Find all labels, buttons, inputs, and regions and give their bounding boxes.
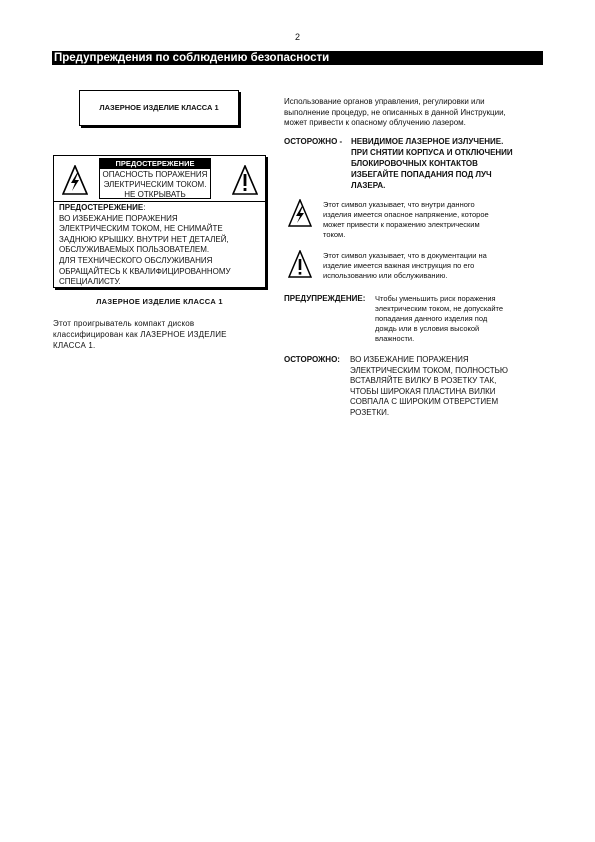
caution-body-line: ДЛЯ ТЕХНИЧЕСКОГО ОБСЛУЖИВАНИЯ — [59, 255, 213, 265]
paragraph-line: Этот символ указывает, что внутри данного — [323, 200, 475, 209]
caution-body-line: ОБРАЩАЙТЕСЬ К КВАЛИФИЦИРОВАННОМУ — [59, 266, 231, 276]
warning-line: НЕВИДИМОЕ ЛАЗЕРНОЕ ИЗЛУЧЕНИЕ. — [351, 137, 504, 146]
page-title: Предупреждения по соблюдению безопасности — [52, 51, 543, 65]
paragraph-line: дождь или в условия высокой — [375, 324, 480, 333]
caution-body-line: ЭЛЕКТРИЧЕСКИМ ТОКОМ, НЕ СНИМАЙТЕ — [59, 224, 223, 234]
warning-line: ИЗБЕГАЙТЕ ПОПАДАНИЯ ПОД ЛУЧ — [351, 170, 492, 179]
instruction-symbol-description — [323, 251, 533, 281]
voltage-symbol-description — [323, 200, 533, 240]
paragraph-line: током. — [323, 230, 346, 239]
exclamation-triangle-icon — [232, 165, 258, 195]
paragraph-line: электрическим током, не допускайте — [375, 304, 504, 313]
caution-body-line: ЗАДНЮЮ КРЫШКУ. ВНУТРИ НЕТ ДЕТАЛЕЙ, — [59, 234, 229, 244]
caution-header-line: ОПАСНОСТЬ ПОРАЖЕНИЯ — [102, 170, 208, 179]
caution-divider — [54, 201, 265, 202]
paragraph-line: РОЗЕТКИ. — [350, 407, 390, 417]
invisible-laser-warning-label: ОСТОРОЖНО - — [284, 137, 343, 146]
paragraph-line: изделия имеется опасное напряжение, которое — [323, 210, 489, 219]
paragraph-line: классифицирован как ЛАЗЕРНОЕ ИЗДЕЛИЕ — [53, 330, 227, 339]
paragraph-line: ВСТАВЛЯЙТЕ ВИЛКУ В РОЗЕТКУ ТАК, — [350, 376, 497, 385]
caution-header-title: ПРЕДОСТЕРЕЖЕНИЕ — [100, 159, 210, 169]
warning-line: ПРИ СНЯТИИ КОРПУСА И ОТКЛЮЧЕНИИ — [351, 148, 513, 157]
invisible-laser-warning-text — [351, 136, 551, 191]
caution-body — [59, 203, 264, 288]
caution-body-title: ПРЕДОСТЕРЕЖЕНИЕ — [59, 203, 144, 212]
paragraph-line: использованию или обслуживанию. — [323, 271, 448, 280]
paragraph-line: ЭЛЕКТРИЧЕСКИМ ТОКОМ, ПОЛНОСТЬЮ — [350, 365, 508, 375]
paragraph-line: Этот символ указывает, что в документации на — [323, 251, 487, 260]
paragraph-line: КЛАССА 1. — [53, 341, 96, 350]
caution-body-line: СПЕЦИАЛИСТУ. — [59, 277, 121, 287]
lightning-triangle-icon — [288, 199, 312, 227]
lightning-triangle-icon — [62, 165, 88, 195]
caution-header — [99, 158, 211, 199]
moisture-warning-label: ПРЕДУПРЕЖДЕНИЕ: — [284, 294, 366, 303]
caution-body-line: ВО ИЗБЕЖАНИЕ ПОРАЖЕНИЯ — [59, 213, 178, 223]
caution-box — [53, 155, 266, 288]
exclamation-triangle-icon — [288, 250, 312, 278]
paragraph-line: Чтобы уменьшить риск поражения — [375, 294, 496, 303]
caution-header-line: НЕ ОТКРЫВАТЬ — [124, 190, 186, 199]
warning-line: БЛОКИРОВОЧНЫХ КОНТАКТОВ — [351, 159, 478, 168]
page-number: 2 — [294, 32, 300, 42]
paragraph-line: Использование органов управления, регулировки или — [284, 97, 485, 106]
caution-body-title-colon: : — [143, 203, 146, 212]
laser-class-subtitle: ЛАЗЕРНОЕ ИЗДЕЛИЕ КЛАССА 1 — [96, 297, 223, 306]
caution-body-line: ОБСЛУЖИВАЕМЫХ ПОЛЬЗОВАТЕЛЕМ. — [59, 245, 210, 255]
paragraph-line: ВО ИЗБЕЖАНИЕ ПОРАЖЕНИЯ — [350, 355, 469, 364]
plug-caution-label: ОСТОРОЖНО: — [284, 355, 340, 364]
caution-header-line: ЭЛЕКТРИЧЕСКИМ ТОКОМ. — [103, 180, 207, 189]
laser-class-paragraph — [53, 318, 268, 351]
warning-line: ЛАЗЕРА. — [351, 181, 386, 190]
paragraph-line: выполнение процедур, не описанных в данной Инструкции, — [284, 107, 506, 117]
paragraph-line: СОВПАЛА С ШИРОКИМ ОТВЕРСТИЕМ — [350, 397, 499, 406]
paragraph-line: может привести к поражению электрическим — [323, 220, 480, 229]
paragraph-line: влажности. — [375, 334, 415, 343]
paragraph-line: Этот проигрыватель компакт дисков — [53, 319, 195, 328]
laser-class-label: ЛАЗЕРНОЕ ИЗДЕЛИЕ КЛАССА 1 — [79, 90, 239, 126]
paragraph-line: может привести к опасному облучению лазером. — [284, 118, 466, 127]
paragraph-line: изделие имеется важная инструкция по его — [323, 261, 475, 270]
plug-caution-text — [350, 355, 540, 418]
laser-exposure-intro — [284, 97, 544, 129]
paragraph-line: попадания данного изделия под — [375, 314, 488, 323]
moisture-warning-text — [375, 294, 545, 344]
paragraph-line: ЧТОБЫ ШИРОКАЯ ПЛАСТИНА ВИЛКИ — [350, 386, 496, 396]
